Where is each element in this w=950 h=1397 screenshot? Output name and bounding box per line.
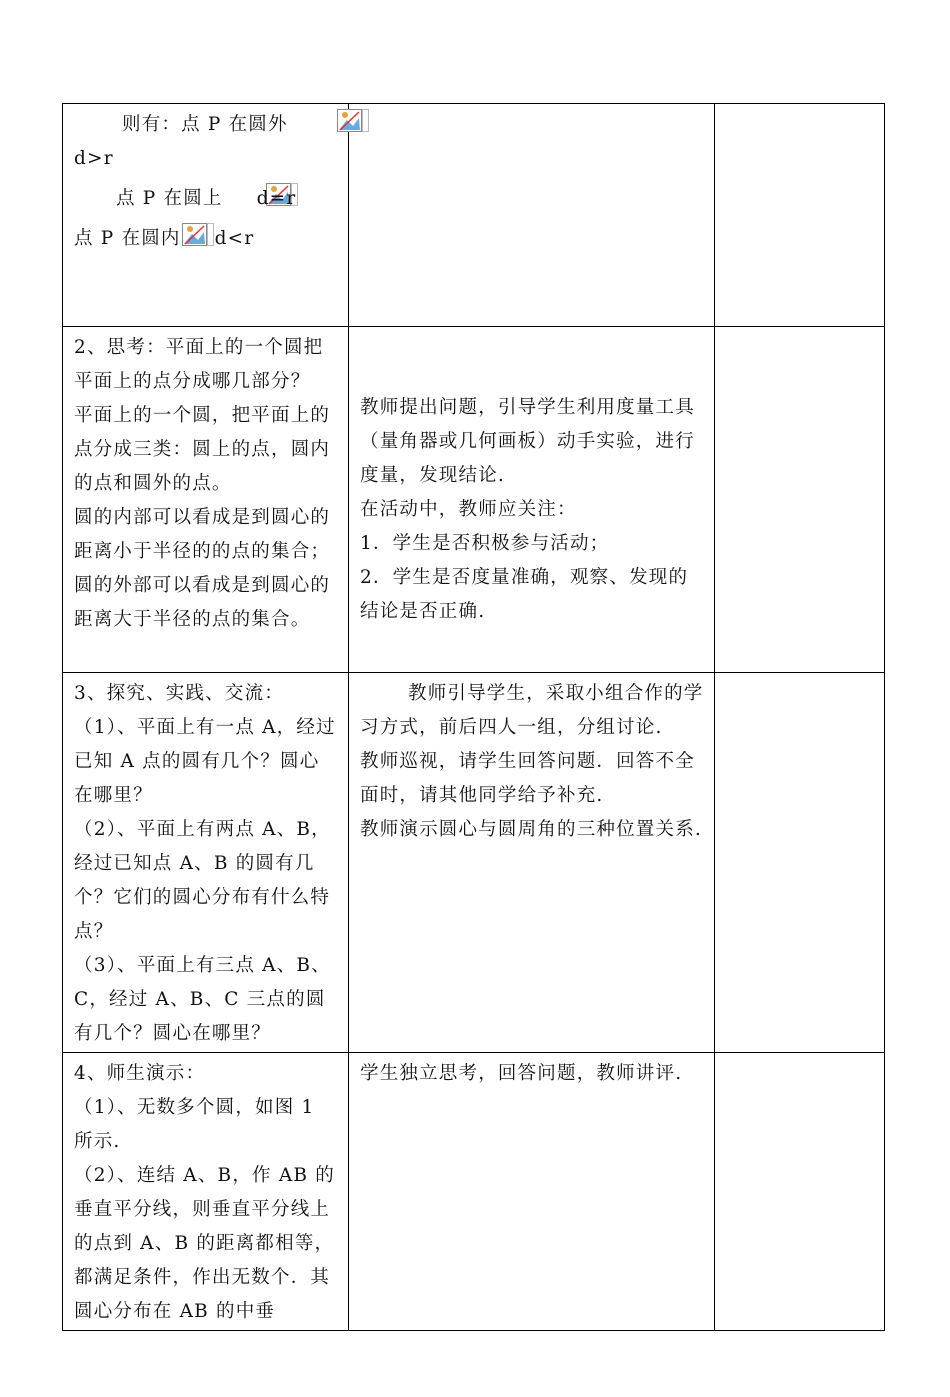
left-cell [63,327,349,673]
table-row [63,1053,885,1331]
left-cell [63,104,349,327]
paragraph [74,182,338,216]
middle-cell [349,104,715,327]
right-cell [715,1053,885,1331]
paragraph: 1．学生是否积极参与活动； [360,533,610,554]
table-row [63,327,885,673]
paragraph: 教师巡视，请学生回答问题．回答不全面时，请其他同学给予补充. [360,751,695,806]
left-cell [63,1053,349,1331]
text-line: 点 P 在圆内 [74,228,181,249]
left-cell [63,673,349,1053]
lesson-table [62,103,885,1331]
table-row [63,104,885,327]
right-cell [715,327,885,673]
paragraph: 教师引导学生，采取小组合作的学习方式，前后四人一组，分组讨论. [360,683,704,738]
broken-image-icon [182,223,214,247]
right-cell [715,104,885,327]
paragraph: 2、思考：平面上的一个圆把平面上的点分成哪几部分？ [74,337,324,392]
broken-image-icon [289,109,321,133]
paragraph: 在活动中，教师应关注： [360,499,577,520]
text-line: 点 P 在圆上 [116,188,223,209]
paragraph [74,108,338,142]
paragraph: 4、师生演示： [74,1063,206,1084]
right-cell [715,673,885,1053]
paragraph: 平面上的一个圆，把平面上的点分成三类：圆上的点，圆内的点和圆外的点。 [74,405,331,494]
paragraph: （1）、平面上有一点 A，经过已知 A 点的圆有几个？圆心在哪里？ [74,717,336,806]
paragraph: （3）、平面上有三点 A、B、C，经过 A、B、C 三点的圆有几个？圆心在哪里？ [74,955,331,1044]
text-line: d<r [214,228,255,249]
middle-cell [349,1053,715,1331]
middle-cell [349,327,715,673]
table-row [63,673,885,1053]
paragraph: 圆的内部可以看成是到圆心的距离小于半径的的点的集合；圆的外部可以看成是到圆心的距离大于半径的点的集合。 [74,507,331,630]
paragraph: 教师提出问题，引导学生利用度量工具（量角器或几何画板）动手实验，进行度量，发现结论. [360,397,695,486]
text-line: d>r [74,148,114,169]
paragraph: 学生独立思考，回答问题，教师讲评. [360,1063,683,1084]
paragraph: （1）、无数多个圆，如图 1 所示. [74,1097,315,1152]
paragraph: （2）、平面上有两点 A、B，经过已知点 A、B 的圆有几个？它们的圆心分布有什么特点？ [74,819,331,942]
paragraph [74,222,338,256]
paragraph: 2．学生是否度量准确，观察、发现的结论是否正确. [360,567,689,622]
broken-image-icon [224,183,256,207]
text-line: d=r [256,188,297,209]
paragraph: 教师演示圆心与圆周角的三种位置关系. [360,819,702,840]
paragraph: 3、探究、实践、交流： [74,683,284,704]
text-line: 则有：点 P 在圆外 [122,114,288,135]
middle-cell [349,673,715,1053]
paragraph: （2）、连结 A、B，作 AB 的垂直平分线，则垂直平分线上的点到 A、B 的距离都相等，都满足条件，作出无数个．其圆心分布在 AB 的中垂 [74,1165,335,1322]
